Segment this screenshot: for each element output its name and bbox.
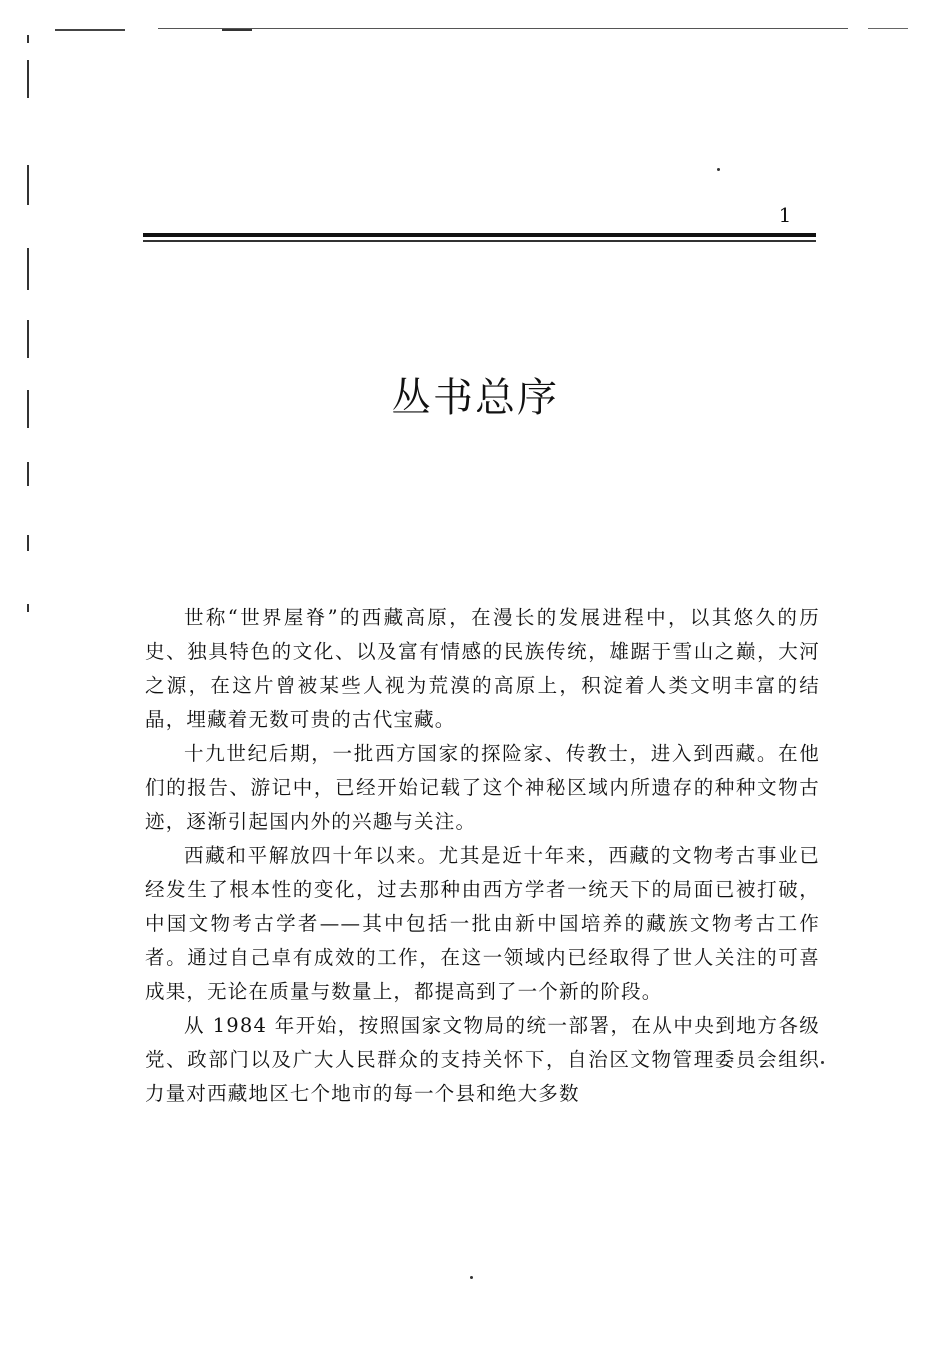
scan-top-rule <box>55 29 125 31</box>
scan-top-rule <box>868 28 908 29</box>
scan-edge-mark <box>27 35 29 43</box>
scan-top-rule <box>222 29 252 31</box>
scan-edge-mark <box>27 165 29 205</box>
scan-edge-mark <box>27 604 29 612</box>
scan-top-rule <box>158 28 848 29</box>
paragraph: 西藏和平解放四十年以来。尤其是近十年来，西藏的文物考古事业已经发生了根本性的变化，过去那种由西方学者一统天下的局面已被打破，中国文物考古学者——其中包括一批由新中国培养的藏族文物考古工作者。通过自己卓有成效的工作，在这一领域内已经取得了世人关注的可喜成果，无论在质量与数量上，都提高到了一个新的阶段。 <box>145 844 820 1003</box>
paragraph: 从 1984 年开始，按照国家文物局的统一部署，在从中央到地方各级党、政部门以及广大人民群众的支持关怀下，自治区文物管理委员会组织力量对西藏地区七个地市的每一个县和绝大多数 <box>145 1014 820 1105</box>
paragraph: 十九世纪后期，一批西方国家的探险家、传教士，进入到西藏。在他们的报告、游记中，已经开始记载了这个神秘区域内所遗存的种种文物古迹，逐渐引起国内外的兴趣与关注。 <box>145 742 820 833</box>
scan-edge-mark <box>27 320 29 358</box>
header-rule <box>143 240 816 242</box>
scan-edge-mark <box>27 535 29 551</box>
scan-edge-mark <box>27 60 29 98</box>
header-rule <box>143 233 816 237</box>
scan-edge-mark <box>27 248 29 290</box>
scan-speck <box>470 1276 473 1279</box>
scan-speck <box>821 1061 824 1064</box>
paragraph: 世称“世界屋脊”的西藏高原，在漫长的发展进程中，以其悠久的历史、独具特色的文化、以及富有情感的民族传统，雄踞于雪山之巅，大河之源，在这片曾被某些人视为荒漠的高原上，积淀着人类文明丰富的结晶，埋藏着无数可贵的古代宝藏。 <box>145 606 820 731</box>
scan-edge-mark <box>27 462 29 486</box>
scan-speck <box>717 168 720 171</box>
body-text <box>145 601 820 1111</box>
page-title: 丛书总序 <box>391 375 559 421</box>
page-number: 1 <box>778 203 792 227</box>
